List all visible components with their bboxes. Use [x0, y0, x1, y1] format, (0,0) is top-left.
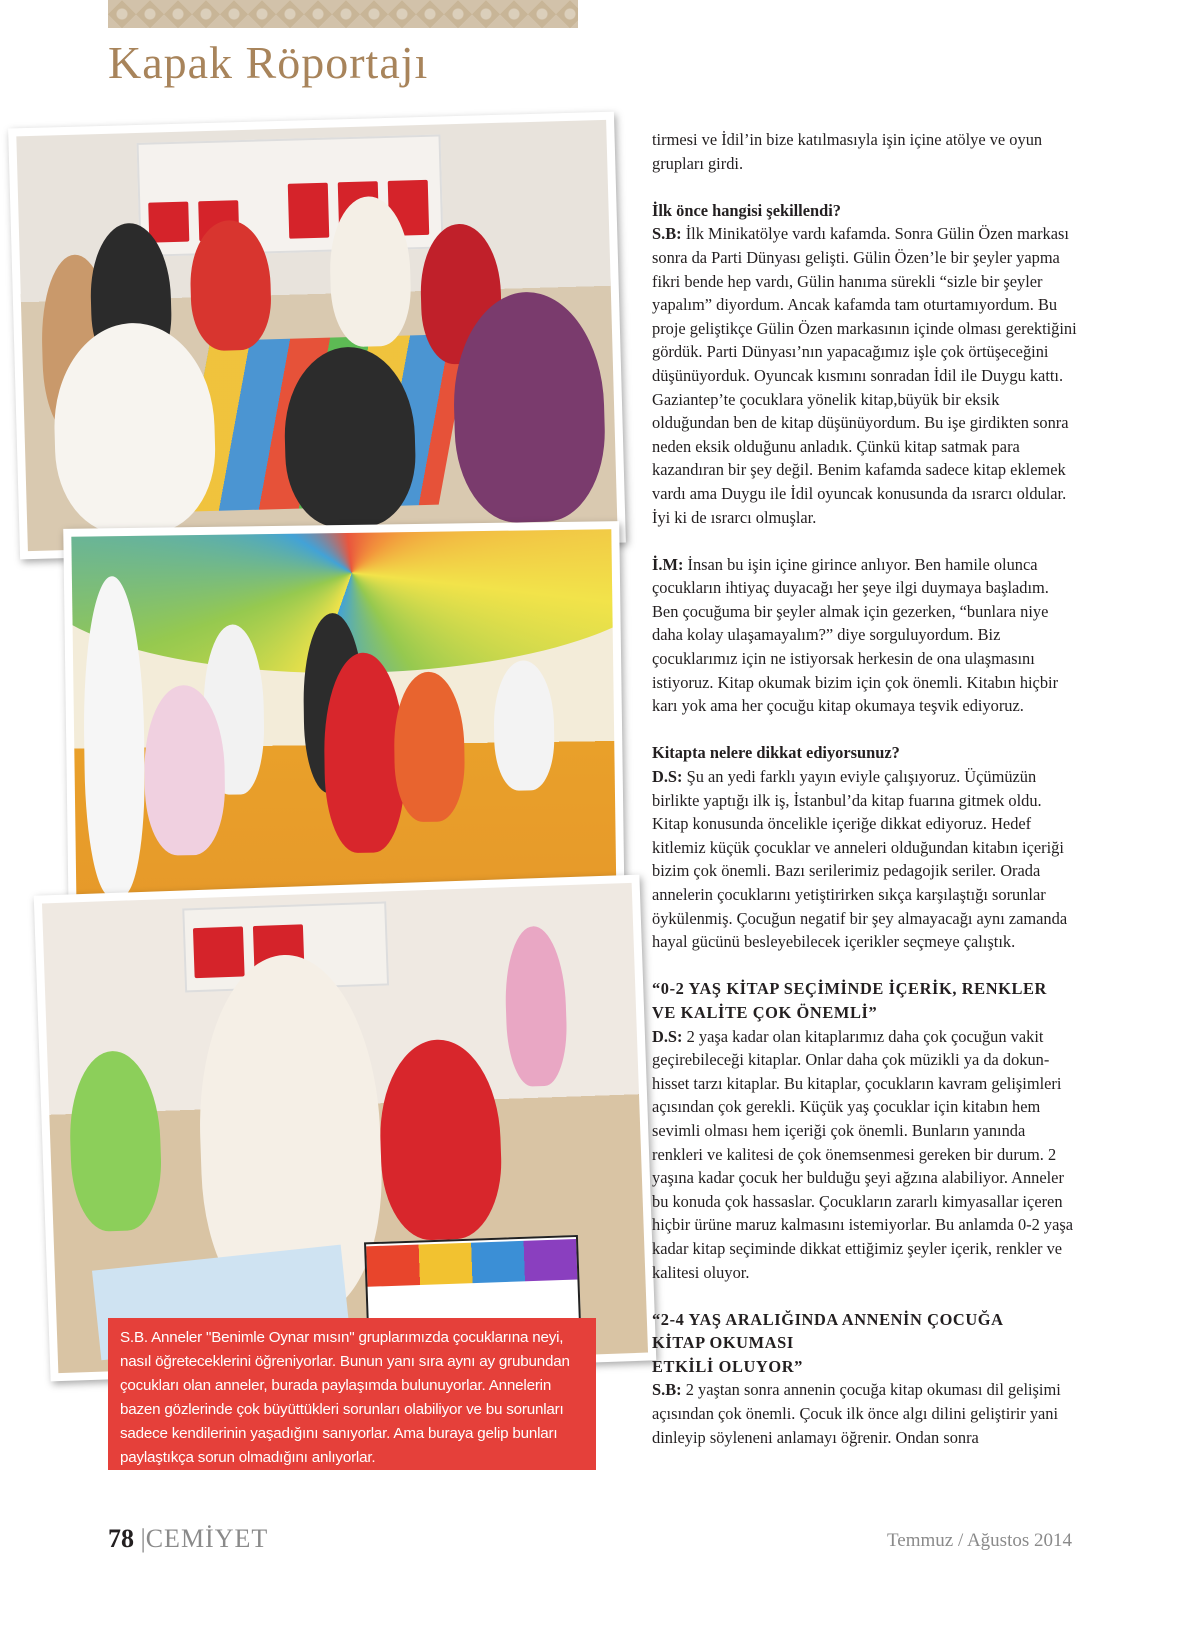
photo-parachute-play-image [71, 529, 616, 922]
speaker-initials: D.S: [652, 767, 683, 787]
pull-heading-line: ETKİLİ OLUYOR” [652, 1356, 803, 1376]
pull-heading-line: KİTAP OKUMASI [652, 1333, 794, 1353]
photo-mother-toddler-puzzle [34, 875, 657, 1382]
pull-heading-line: “2-4 YAŞ ARALIĞINDA ANNENİN ÇOCUĞA [652, 1309, 1004, 1329]
section-title: Kapak Röportajı [108, 37, 429, 88]
photo-playroom-circle-image [16, 120, 617, 551]
speaker-initials: İ.M: [652, 554, 684, 574]
subheading-block [652, 977, 1078, 1284]
interview-question: İlk önce hangisi şekillendi? [652, 200, 841, 220]
answer-text: Şu an yedi farklı yayın eviyle çalışıyoruz. Üçümüzün birlikte yaptığı ilk iş, İstanbul’da kitap fuarına gitmek oldu. Kitap konusunda öncelikle içeriğe dikkat ediyoruz. Hedef kitlemiz küçük çocuklar ve anneleri olduğundan kitabın içeriği bizim çok önemli. Bazı serilerimiz pedagojik seriler. Orada annelerin çocuklarını yetiştirirken sıkça karşılaştığı sorunlar öykülenmiş. Çocuğun negatif bir şey almayacağı aynı zamanda hayal gücünü besleyebilecek içerikler seçmeye çalıştık. [652, 767, 1068, 952]
answer-text: 2 yaştan sonra annenin çocuğa kitap okuması dil gelişimi açısından çok önemli. Çocuk ilk önce algı dilini geliştirir yani dinleyip söyleneni anlamayı öğrenir. Ondan sonra [652, 1380, 1061, 1447]
photo-parachute-play [63, 521, 625, 930]
issue-date: Temmuz / Ağustos 2014 [887, 1530, 1072, 1551]
article-paragraph [652, 128, 1078, 175]
speaker-initials: S.B: [652, 224, 682, 244]
photo-mother-toddler-puzzle-image [42, 883, 648, 1373]
answer-text: 2 yaşa kadar olan kitaplarımız daha çok çocuğun vakit geçirebileceği kitaplar. Onlar daha çok müzikli ya da dokun-hisset tarzı kitaplar. Bu kitaplar, çocukların kavram gelişimleri açısından çok gerekli. Küçük yaş çocuklar için kitabın hem sevimli olması hem içeriği çok önemli. Bunların yanında renkleri ve kalitesi de çok önemsenmesi gereken bir durum. 2 yaşına kadar çocuk her bulduğu şeyi ağzına alabiliyor. Anneler bu konuda çok hassaslar. Çocukların zararlı kimyasallar içeren hiçbir ürüne maruz kalmasını istemiyorlar. Bu anlamda 0-2 yaşa kadar kitap seçiminde dikkat ettiğimiz şeyler içerik, renkler ve kalitesi oluyor. [652, 1026, 1074, 1282]
interview-question-block [652, 199, 1078, 529]
speaker-initials: D.S: [652, 1026, 683, 1046]
subheading-block [652, 1308, 1078, 1450]
page-number: 78 [108, 1524, 134, 1553]
header-ornament-band [108, 0, 578, 28]
interview-question-block [652, 741, 1078, 953]
photo-playroom-circle [8, 112, 626, 560]
footer-separator: | [140, 1524, 146, 1553]
footer-folio [108, 1524, 268, 1554]
interview-question: Kitapta nelere dikkat ediyorsunuz? [652, 743, 900, 763]
article-column [652, 128, 1078, 1473]
answer-block [652, 553, 1078, 718]
magazine-name: CEMİYET [145, 1524, 269, 1553]
pull-heading-line: VE KALİTE ÇOK ÖNEMLİ” [652, 1002, 878, 1022]
paragraph-text: tirmesi ve İdil’in bize katılmasıyla işin içine atölye ve oyun grupları girdi. [652, 130, 1043, 173]
answer-text: İnsan bu işin içine girince anlıyor. Ben hamile olunca çocukların ihtiyaç duyacağı her şeye ilgi duymaya başladım. Ben çocuğuma bir şeyler almak için gezerken, “bunlara niye daha kolay ulaşamayalım?” diye sorguluyordum. Biz çocuklarımız için ne istiyorsak herkesin de ona ulaşmasını istiyoruz. Kitap okumak bizim için çok önemli. Kitabın hiçbir karı yok ama her çocuğu kitap okumaya teşvik ediyoruz. [652, 554, 1059, 716]
speaker-initials: S.B: [652, 1380, 682, 1400]
pull-heading-line: “0-2 YAŞ KİTAP SEÇİMİNDE İÇERİK, RENKLER [652, 979, 1047, 999]
answer-text: İlk Minikatölye vardı kafamda. Sonra Gülin Özen markası sonra da Parti Dünyası gelişti. Gülin Özen’le bir şeyler yapma fikri bende hep vardı, Gülin hanıma sürekli “sizle bir şeyler yapalım” diyordum. Ancak kafamda tam oturtamıyordum. Bu proje geliştikçe Gülin Özen markasının içinde olması gerektiğini gördük. Parti Dünyası’nın yapacağımız işle çok örtüşeceğini düşünüyorduk. Oyuncak kısmını sonradan İdil ile Duygu kattı. Gaziantep’te çocuklara yönelik kitap,büyük bir eksik olduğundan ben de kitap düşünüyordum. Bu işe girdikten sonra neden eksik olduğunu anladık. Çünkü kitap satmak para kazandıran bir şey değil. Benim kafamda sadece kitap eklemek vardı ama Duygu ile İdil oyuncak konusunda da ısrarcı oldular. İyi ki de ısrarcı olmuşlar. [652, 224, 1077, 527]
photo-caption: S.B. Anneler "Benimle Oynar mısın" gruplarımızda çocuklarına neyi, nasıl öğreteceklerini öğreniyorlar. Bunun yanı sıra aynı ay grubundan çocukları olan anneler, burada paylaşımda bulunuyorlar. Annelerin bazen gözlerinde çok büyüttükleri sorunları olabiliyor ve bu sorunları sadece kendilerinin yaşadığını sanıyorlar. Ama buraya gelip bunları paylaştıkça sorun olmadığını anlıyorlar. [108, 1318, 596, 1470]
